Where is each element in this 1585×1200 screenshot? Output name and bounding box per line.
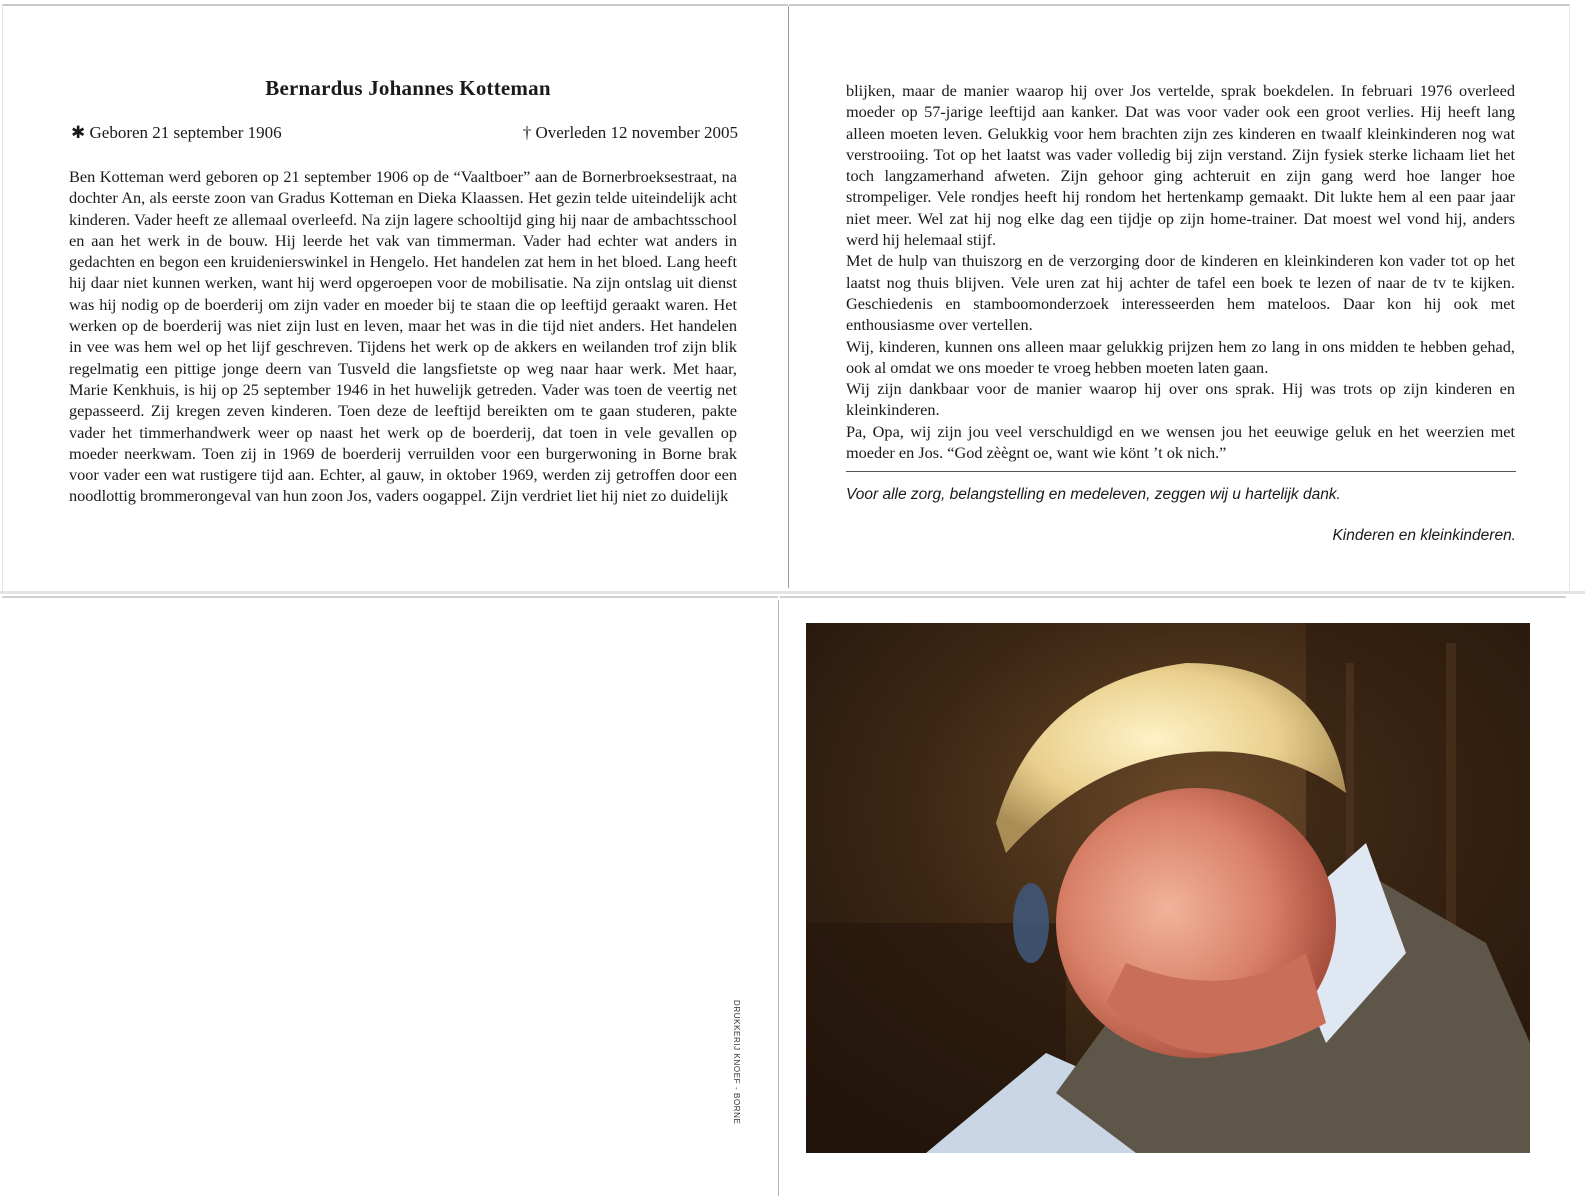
card-panel-top-right [789, 4, 1570, 591]
paragraph: blijken, maar de manier waarop hij over Jos vertelde, sprak boekdelen. In februari 1976 overleed moeder op 57-jarige leeftijd aan kanker. Dat was voor vader ook een groot verlies. Hij heeft lang alleen moeten leven. Gelukkig voor hem brachten zijn zes kinderen en twaalf kleinkinderen nog wat verstrooiing. Tot op het laatst was vader volledig bij zijn verstand. Zijn fysiek sterke lichaam liet het toch langzamerhand afweten. Zijn gehoor ging achteruit en zijn gang werd hoe langer hoe strompeliger. Vele rondjes heeft hij rondom het hertenkamp gemaakt. Dit lukte hem al een paar jaar niet meer. Wel zat hij nog elke dag een tijdje op zijn home-trainer. Dat moest wel vond hij, anders werd hij helemaal stijf. [846, 81, 1515, 250]
card-panel-top-left [2, 4, 788, 591]
biography-text-right [846, 80, 1515, 463]
deceased-name: Bernardus Johannes Kotteman [265, 76, 551, 100]
portrait-photo [806, 623, 1530, 1153]
paragraph: Wij, kinderen, kunnen ons alleen maar gelukkig prijzen hem zo lang in ons midden te hebben gehad, ook al omdat we ons moeder te vroeg hebben moeten laten gaan. [846, 336, 1515, 377]
paragraph: Pa, Opa, wij zijn jou veel verschuldigd en we wensen jou het eeuwige geluk en het weerzien met moeder en Jos. “God zèègnt oe, want wie könt ’t ok nich.” [846, 421, 1515, 463]
paragraph: Met de hulp van thuiszorg en de verzorging door de kinderen en kleinkinderen kon vader tot op het laatst nog thuis blijven. Vele uren zat hij achter de tafel een boek te lezen of naar de tv te kijken. Geschiedenis en stamboomonderzoek interesseerden hem mateloos. Daar kon hij ook met enthousiasme over vertellen. [846, 251, 1515, 335]
birth-date: ✱ Geboren 21 september 1906 [71, 123, 282, 142]
divider [846, 471, 1516, 472]
horizontal-fold [0, 591, 1585, 594]
center-fold-bottom [778, 600, 779, 1196]
death-date: † Overleden 12 november 2005 [522, 123, 738, 142]
paragraph: Wij zijn dankbaar voor de manier waarop hij over ons sprak. Hij was trots op zijn kinderen en kleinkinderen. [846, 379, 1515, 420]
signature-text: Kinderen en kleinkinderen. [1332, 527, 1516, 544]
card-panel-bottom-left [2, 596, 778, 1198]
thanks-text: Voor alle zorg, belangstelling en medeleven, zeggen wij u hartelijk dank. [846, 486, 1341, 503]
printer-imprint: DRUKKERIJ KNOEF - BORNE [732, 1000, 741, 1125]
biography-text-left: Ben Kotteman werd geboren op 21 september 1906 op de “Vaaltboer” aan de Bornerbroeksestraat, na dochter An, als eerste zoon van Gradus Kotteman en Dieka Klaassen. Het gezin telde uiteindelijk acht kinderen. Vader heeft ze allemaal overleefd. Na zijn lagere schooltijd ging hij naar de ambachtsschool en aan het werk in de bouw. Hij leerde het vak van timmerman. Vader had echter wat anders in gedachten en begon een kruidenierswinkel in Hengelo. Het handelen zat hem in het bloed. Lang heeft hij daar niet kunnen werken, want hij werd opgeroepen voor de mobilisatie. Na zijn ontslag uit dienst was hij nodig op de boerderij om zijn vader en moeder bij te staan die op leeftijd geraakt waren. Het werken op de boerderij was niet zijn lust en leven, maar het was in die tijd niet anders. Het handelen in vee was hem wel op het lijf geschreven. Tijdens het werk op de akkers en weilanden trof zijn blik regelmatig een pittige jonge deern van Tusveld die langsfietste op weg naar haar werk. Met haar, Marie Kenkhuis, is hij op 25 september 1946 in het huwelijk getreden. Vader was toen de veertig net gepasseerd. Zij kregen zeven kinderen. Toen deze de leeftijd bereikten om te gaan studeren, pakte vader het timmerhandwerk weer op naast het werk op de boerderij, dat toen in vele gevallen op moeder neerkwam. Toen zij in 1969 de boerderij verruilden voor een burgerwoning in Borne brak voor vader een wat rustigere tijd aan. Echter, al gauw, in oktober 1969, werden zij getroffen door een noodlottig brommerongeval van hun zoon Jos, vaders oogappel. Zijn verdriet liet hij niet zo duidelijk [69, 167, 737, 506]
